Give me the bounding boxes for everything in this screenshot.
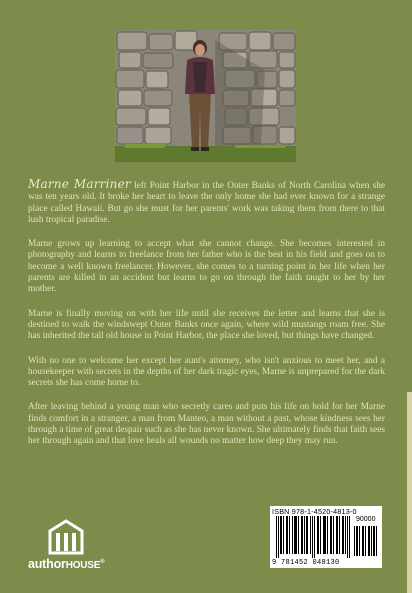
isbn-barcode xyxy=(270,506,382,568)
blurb-paragraph-4: With no one to welcome her except her aunt's attorney, who isn't anxious to meet her, and a housekeeper with secrets in the depths of her dark tragic eyes, Marne is unprepared for the dark secrets she has come home to. xyxy=(28,355,385,389)
blurb-paragraph-5: After leaving behind a young man who secretly cares and puts his life on hold for her Marne finds comfort in a stranger, a man from Manteo, a man without a past, whose kindness sees her through a time of great despair such as she has never known. She ultimately finds that faith sees her through again and that love heals all wounds no matter how deep they may run. xyxy=(28,402,385,447)
blurb-paragraph-1-text: left Point Harbor in the Outer Banks of North Carolina when she was ten years old. It broke her heart to leave the only home she had ever known for a strange place called Hawaii. But go she must for her parents' work was taking them from there to that lush tropical paradise. xyxy=(28,181,385,225)
publisher-name: authorHOUSE® xyxy=(28,557,105,571)
price-code: 90000 xyxy=(356,516,376,523)
house-icon xyxy=(46,517,86,555)
author-photo xyxy=(115,30,296,162)
character-name: Marne Marriner xyxy=(28,177,131,191)
blurb-paragraph-2: Marne grows up learning to accept what she cannot change. She becomes interested in photography and learns to freelance from her father who is the best in his field and goes on to become a well known freelancer. However, she comes to a turning point in her life when her parents are killed in an accident but learns to go on through the faith taught to her by her mother. xyxy=(28,239,385,295)
isbn-number: ISBN 978-1-4520-4813-0 xyxy=(272,507,357,516)
barcode-digits: 9 781452 048130 xyxy=(272,559,340,567)
blurb-paragraph-3: Marne is finally moving on with her life until she receives the letter and learns that she is destined to walk the windswept Outer Banks once again, where wild mustangs roam free. She has inherited the tall old house in Point Harbor, the place she loved, but things have changed. xyxy=(28,308,385,342)
blurb-paragraph-1 xyxy=(28,179,385,226)
back-cover-blurb xyxy=(28,179,385,461)
publisher-logo xyxy=(28,517,118,573)
spine-edge xyxy=(407,392,412,593)
